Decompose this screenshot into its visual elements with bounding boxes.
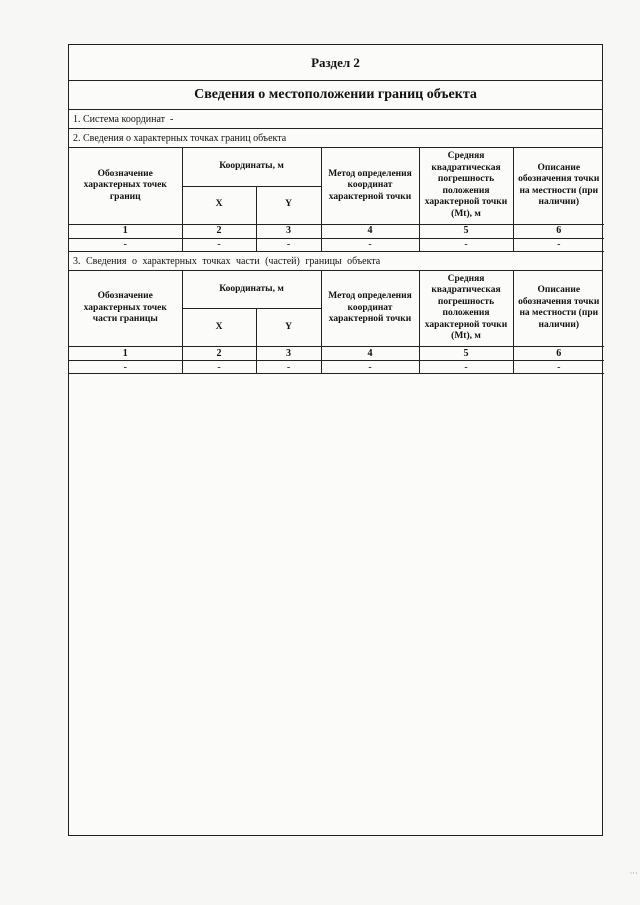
blank-area bbox=[69, 374, 602, 804]
section-title: Раздел 2 bbox=[69, 45, 602, 81]
table-cell: - bbox=[256, 361, 321, 374]
coord-system-line bbox=[69, 110, 602, 129]
table-cell: - bbox=[256, 238, 321, 251]
block3-number-row bbox=[69, 347, 604, 361]
table-cell: 2 bbox=[182, 224, 256, 238]
table-cell: 5 bbox=[419, 224, 513, 238]
block2-header-error: Средняя квадратическая погрешность положения характерной точки (Mt), м bbox=[419, 148, 513, 224]
document-frame bbox=[68, 44, 603, 836]
scan-mark: ⋮ bbox=[629, 869, 638, 877]
table-cell: - bbox=[182, 361, 256, 374]
block2-header-method: Метод определения координат характерной точки bbox=[321, 148, 419, 224]
block2-table bbox=[69, 148, 604, 252]
block2-label: 2. Сведения о характерных точках границ объекта bbox=[69, 129, 602, 148]
table-cell: 2 bbox=[182, 347, 256, 361]
table-cell: - bbox=[321, 238, 419, 251]
block3-header-description: Описание обозначения точки на местности (при наличии) bbox=[513, 271, 604, 347]
block2-header-point: Обозначение характерных точек границ bbox=[69, 148, 182, 224]
table-cell: 3 bbox=[256, 224, 321, 238]
block3-header-method: Метод определения координат характерной точки bbox=[321, 271, 419, 347]
table-cell: - bbox=[69, 361, 182, 374]
table-cell: - bbox=[69, 238, 182, 251]
table-cell: 5 bbox=[419, 347, 513, 361]
block3-header-point: Обозначение характерных точек части границы bbox=[69, 271, 182, 347]
table-cell: - bbox=[513, 361, 604, 374]
table-cell: - bbox=[182, 238, 256, 251]
document-title: Сведения о местоположении границ объекта bbox=[69, 81, 602, 110]
block3-header-coords: Координаты, м bbox=[182, 271, 321, 309]
block3-header-error: Средняя квадратическая погрешность положения характерной точки (Mt), м bbox=[419, 271, 513, 347]
block2-header-description: Описание обозначения точки на местности (при наличии) bbox=[513, 148, 604, 224]
table-cell: - bbox=[419, 361, 513, 374]
table-cell: 3 bbox=[256, 347, 321, 361]
table-cell: - bbox=[321, 361, 419, 374]
block3-header-row bbox=[69, 271, 604, 309]
block2-data-row bbox=[69, 238, 604, 251]
coord-system-value: - bbox=[170, 114, 174, 125]
table-cell: - bbox=[419, 238, 513, 251]
block2-header-y: Y bbox=[256, 186, 321, 224]
block3-label: 3. Сведения о характерных точках части (частей) границы объекта bbox=[69, 252, 602, 271]
coord-system-label: 1. Система координат bbox=[73, 114, 166, 125]
table-cell: - bbox=[513, 238, 604, 251]
table-cell: 4 bbox=[321, 347, 419, 361]
block2-header-row bbox=[69, 148, 604, 186]
block2-header-coords: Координаты, м bbox=[182, 148, 321, 186]
block2-header-x: X bbox=[182, 186, 256, 224]
table-cell: 6 bbox=[513, 347, 604, 361]
table-cell: 1 bbox=[69, 347, 182, 361]
table-cell: 4 bbox=[321, 224, 419, 238]
table-cell: 1 bbox=[69, 224, 182, 238]
block3-header-x: X bbox=[182, 309, 256, 347]
table-cell: 6 bbox=[513, 224, 604, 238]
block3-header-y: Y bbox=[256, 309, 321, 347]
block3-data-row bbox=[69, 361, 604, 374]
block2-number-row bbox=[69, 224, 604, 238]
block3-table bbox=[69, 271, 604, 375]
